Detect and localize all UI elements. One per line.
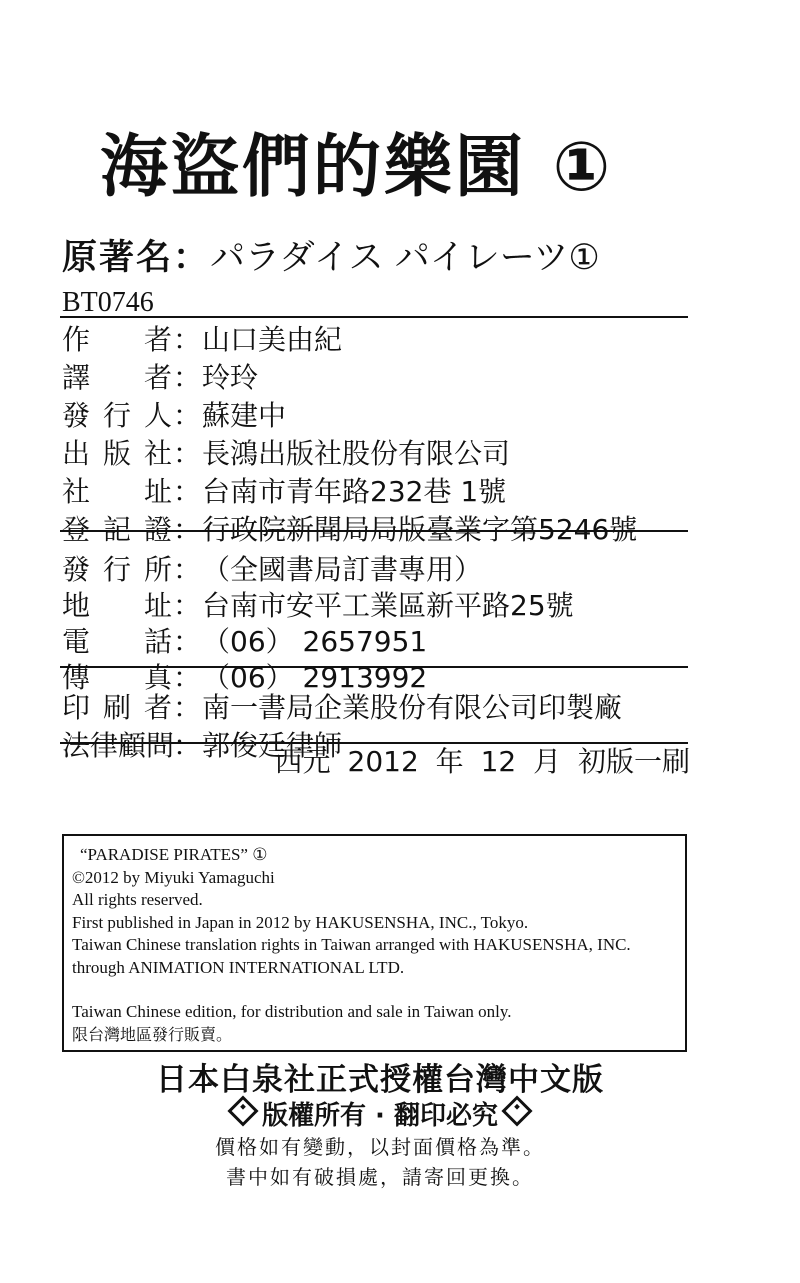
colophon-row-key — [62, 622, 172, 662]
colophon-row — [62, 622, 427, 662]
edition-note: Taiwan Chinese edition, for distribution and sale in Taiwan only. — [72, 1002, 512, 1021]
colophon-key-char: 地 — [62, 589, 91, 622]
colophon-row — [62, 434, 510, 474]
rights-text: 版權所有 · 翻印必究 — [262, 1101, 498, 1131]
colophon-key-char: 話 — [143, 625, 172, 658]
colophon-row-separator: ： — [172, 475, 201, 508]
colophon-row-key — [62, 726, 175, 766]
colophon-key-char: 律 — [90, 729, 119, 762]
colophon-key-char: 真 — [143, 661, 172, 694]
colophon-row-key — [62, 396, 172, 436]
colophon-row — [62, 688, 622, 728]
colophon-row-separator: ： — [172, 513, 201, 546]
colophon-key-char: 址 — [143, 475, 172, 508]
colophon-key-char: 者 — [143, 323, 172, 356]
copyright-box — [62, 834, 687, 1052]
colophon-key-char: 址 — [143, 589, 172, 622]
colophon-row-value: 山口美由紀 — [202, 323, 343, 356]
copyright-line: All rights reserved. — [72, 890, 203, 909]
colophon-key-char: 記 — [102, 513, 131, 546]
colophon-row — [62, 358, 258, 398]
colophon-key-char: 傳 — [62, 661, 91, 694]
diamond-ornament-icon — [227, 1095, 258, 1126]
colophon-row-value: 南一書局企業股份有限公司印製廠 — [202, 691, 623, 724]
colophon-row-value: 行政院新聞局局版臺業字第5246號 — [202, 513, 638, 546]
colophon-row — [62, 550, 482, 590]
colophon-key-char: 所 — [143, 553, 172, 586]
colophon-key-char: 印 — [62, 691, 91, 724]
colophon-key-char: 行 — [102, 553, 131, 586]
price-note: 價格如有變動，以封面價格為準。 — [215, 1135, 545, 1159]
colophon-key-char: 版 — [102, 437, 131, 470]
colophon-row-value: （06） 2913992 — [202, 661, 428, 694]
original-title-label: 原著名： — [62, 238, 211, 278]
colophon-key-char: 登 — [62, 513, 91, 546]
colophon-row-separator: ： — [172, 625, 201, 658]
copyright-line: “PARADISE PIRATES” ① — [80, 845, 268, 864]
original-title — [62, 236, 600, 280]
rights-reserved — [0, 1098, 760, 1134]
colophon-key-char: 法 — [62, 729, 91, 762]
colophon-row-separator: ： — [172, 589, 201, 622]
colophon-key-char: 電 — [62, 625, 91, 658]
colophon-key-char: 譯 — [62, 361, 91, 394]
colophon-key-char: 者 — [143, 691, 172, 724]
colophon-row-value: 玲玲 — [202, 361, 259, 394]
colophon-row-key — [62, 586, 172, 626]
edition-date: 西元 2012 年 12 月 初版一刷 — [274, 745, 690, 778]
colophon-key-char: 出 — [62, 437, 91, 470]
colophon-row — [62, 586, 574, 626]
colophon-row-separator: ： — [172, 729, 201, 762]
colophon-row-separator: ： — [172, 323, 201, 356]
colophon-key-char: 人 — [143, 399, 172, 432]
divider-top — [60, 316, 688, 318]
catalog-code: BT0746 — [62, 287, 154, 318]
colophon-row-value: 台南市青年路232巷 1號 — [202, 475, 507, 508]
colophon-key-char: 刷 — [102, 691, 131, 724]
colophon-key-char: 顧 — [118, 729, 147, 762]
colophon-row-value: 台南市安平工業區新平路25號 — [202, 589, 574, 622]
colophon-key-char: 作 — [62, 323, 91, 356]
colophon-key-char: 社 — [143, 437, 172, 470]
edition-note-zh: 限台灣地區發行販賣。 — [72, 1024, 233, 1044]
colophon-key-char: 者 — [143, 361, 172, 394]
colophon-row-value: 郭俊廷律師 — [202, 729, 343, 762]
colophon-row-value: 蘇建中 — [202, 399, 287, 432]
diamond-ornament-icon — [501, 1095, 532, 1126]
colophon-key-char: 問 — [146, 729, 175, 762]
book-title: 海盜們的樂園 ① — [100, 128, 614, 207]
colophon-row-value: 長鴻出版社股份有限公司 — [202, 437, 511, 470]
colophon-row-key — [62, 358, 172, 398]
colophon-row-key — [62, 510, 172, 550]
colophon-row — [62, 472, 506, 512]
colophon-key-char: 發 — [62, 553, 91, 586]
colophon-row — [62, 396, 286, 436]
colophon-row-separator: ： — [172, 361, 201, 394]
colophon-row-key — [62, 550, 172, 590]
colophon-row-key — [62, 320, 172, 360]
colophon-row — [62, 320, 342, 360]
colophon-row — [62, 510, 637, 550]
colophon-key-char: 發 — [62, 399, 91, 432]
original-title-value: パラダイス パイレーツ① — [210, 238, 600, 278]
copyright-line: through ANIMATION INTERNATIONAL LTD. — [72, 957, 405, 977]
authorized-edition: 日本白泉社正式授權台灣中文版 — [156, 1062, 604, 1098]
colophon-row-separator: ： — [172, 553, 201, 586]
colophon-row-separator: ： — [172, 399, 201, 432]
colophon-row-value: （06） 2657951 — [202, 625, 428, 658]
colophon-row-separator: ： — [172, 661, 201, 694]
colophon-row-key — [62, 688, 172, 728]
colophon-row-value: （全國書局訂書專用） — [202, 553, 483, 586]
copyright-line: Taiwan Chinese translation rights in Taiwan arranged with HAKUSENSHA, INC. — [72, 935, 631, 954]
colophon-key-char: 證 — [143, 513, 172, 546]
colophon-row-separator: ： — [172, 437, 201, 470]
damage-note: 書中如有破損處，請寄回更換。 — [226, 1165, 534, 1189]
colophon-key-char: 社 — [62, 475, 91, 508]
colophon-row-separator: ： — [172, 691, 201, 724]
colophon-row-key — [62, 434, 172, 474]
colophon-row-key — [62, 472, 172, 512]
copyright-line: ©2012 by Miyuki Yamaguchi — [72, 867, 275, 887]
copyright-line: First published in Japan in 2012 by HAKUSENSHA, INC., Tokyo. — [72, 912, 529, 932]
colophon-key-char: 行 — [102, 399, 131, 432]
